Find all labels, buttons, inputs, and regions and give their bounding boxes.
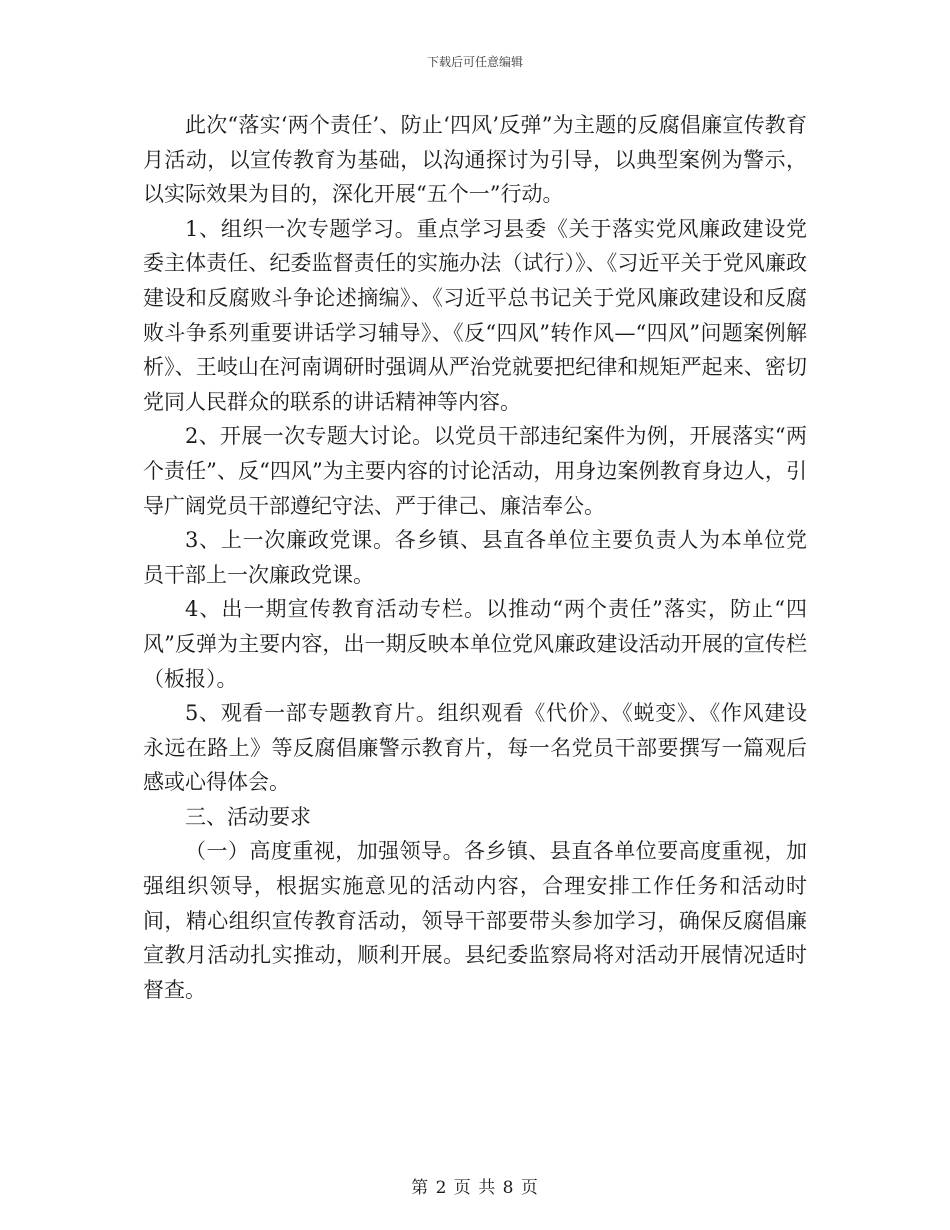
paragraph-item-1-study: 1、组织一次专题学习。重点学习县委《关于落实党风廉政建设党委主体责任、纪委监督责任的实施办法（试行）》、《习近平关于党风廉政建设和反腐败斗争论述摘编》、《习近平总书记关于党风廉政建设和反腐败斗争系列重要讲话学习辅导》、《反“四风”转作风—“四风”问题案例解析》、王岐山在河南调研时强调从严治党就要把纪律和规矩严起来、密切党同人民群众的联系的讲话精神等内容。: [143, 216, 807, 414]
page-number: 第 2 页 共 8 页: [411, 1178, 539, 1198]
section-heading-requirements: 三、活动要求: [185, 804, 311, 829]
paragraph-item-5-film: 5、观看一部专题教育片。组织观看《代价》、《蜕变》、《作风建设永远在路上》等反腐倡廉警示教育片，每一名党员干部要撰写一篇观后感或心得体会。: [143, 701, 807, 795]
paragraph-item-4-column: 4、出一期宣传教育活动专栏。以推动“两个责任”落实，防止“四风”反弹为主要内容，出一期反映本单位党风廉政建设活动开展的宣传栏（板报）。: [143, 597, 807, 691]
paragraph-item-2-discussion: 2、开展一次专题大讨论。以党员干部违纪案件为例，开展落实“两个责任”、反“四风”为主要内容的讨论活动，用身边案例教育身边人，引导广阔党员干部遵纪守法、严于律己、廉洁奉公。: [143, 424, 807, 518]
paragraph-item-3-lecture: 3、上一次廉政党课。各乡镇、县直各单位主要负责人为本单位党员干部上一次廉政党课。: [143, 528, 807, 587]
paragraph-requirement-1: （一）高度重视，加强领导。各乡镇、县直各单位要高度重视，加强组织领导，根据实施意见的活动内容，合理安排工作任务和活动时间，精心组织宣传教育活动，领导干部要带头参加学习，确保反腐倡廉宣教月活动扎实推动，顺利开展。县纪委监察局将对活动开展情况适时督查。: [143, 839, 807, 1002]
page-header-note: 下载后可任意编辑: [426, 55, 523, 69]
paragraph-intro: 此次“落实‘两个责任’、防止‘四风’反弹”为主题的反腐倡廉宣传教育月活动，以宣传教育为基础，以沟通探讨为引导，以典型案例为警示，以实际效果为目的，深化开展“五个一”行动。: [143, 113, 807, 207]
document-body: [143, 108, 807, 1007]
